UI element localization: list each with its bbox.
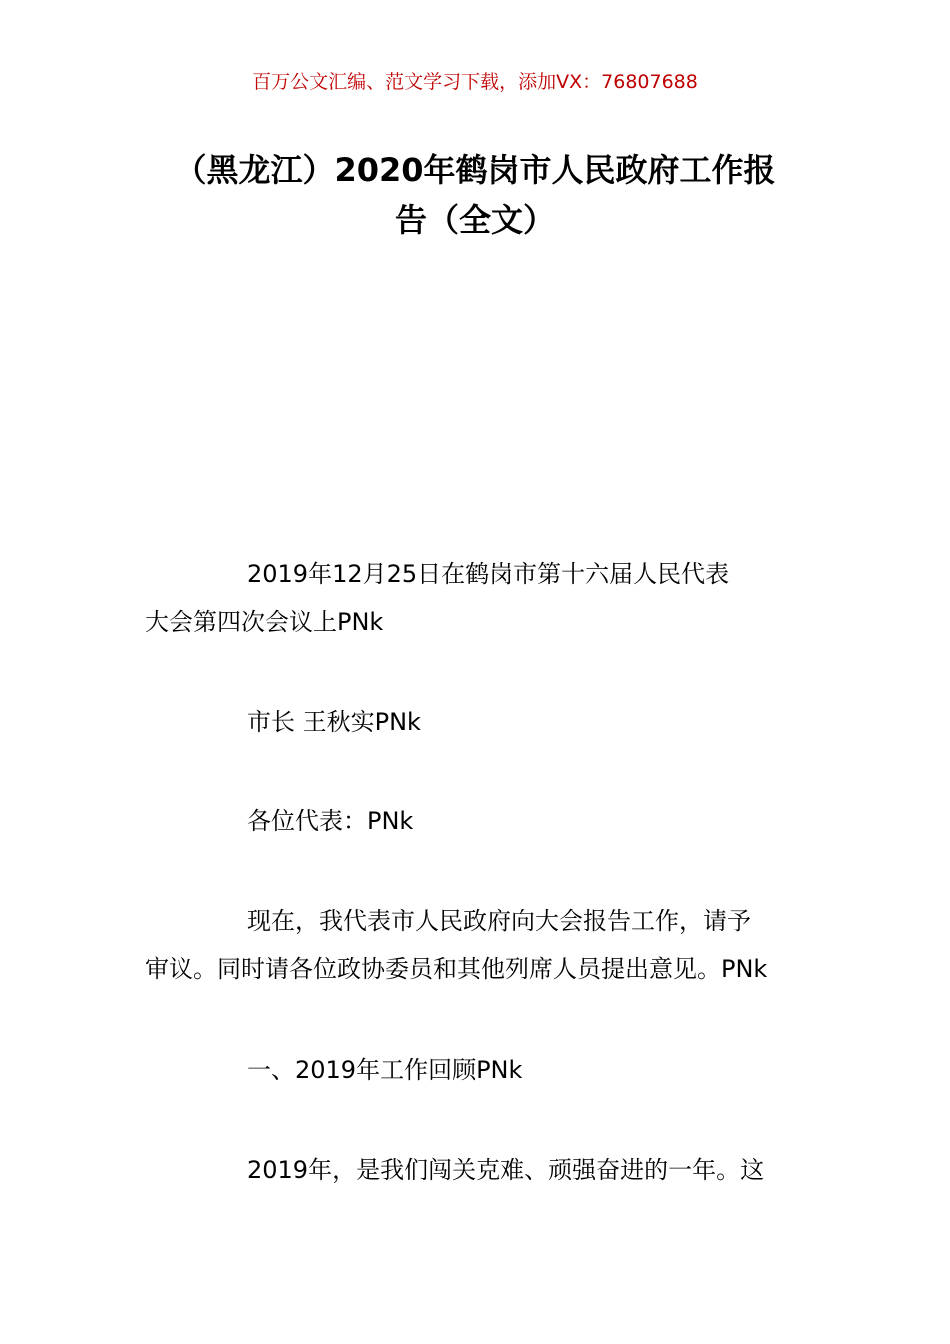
paragraph-line: 大会第四次会议上PNk [145,608,384,636]
paragraph-opening [145,897,810,993]
document-title-line-2: 告（全文） [394,201,555,239]
paragraph-meeting-info [145,550,810,646]
paragraph-line: 市长 王秋实PNk [247,708,421,736]
paragraph-line: 2019年12月25日在鹤岗市第十六届人民代表 [247,560,730,588]
paragraph-line: 各位代表：PNk [247,807,414,835]
header-watermark-note: 百万公文汇编、范文学习下载，添加VX：76807688 [252,71,698,93]
paragraph-line: 2019年，是我们闯关克难、顽强奋进的一年。这 [247,1156,765,1184]
document-title-line-1: （黑龙江）2020年鹤岗市人民政府工作报 [174,151,776,189]
paragraph-line: 审议。同时请各位政协委员和其他列席人员提出意见。PNk [145,955,768,983]
paragraph-salutation [145,797,810,845]
paragraph-review-start [145,1146,810,1194]
paragraph-line: 一、2019年工作回顾PNk [247,1056,523,1084]
paragraph-line: 现在，我代表市人民政府向大会报告工作，请予 [247,907,751,935]
paragraph-mayor [145,698,810,746]
section-heading-review [145,1046,810,1094]
